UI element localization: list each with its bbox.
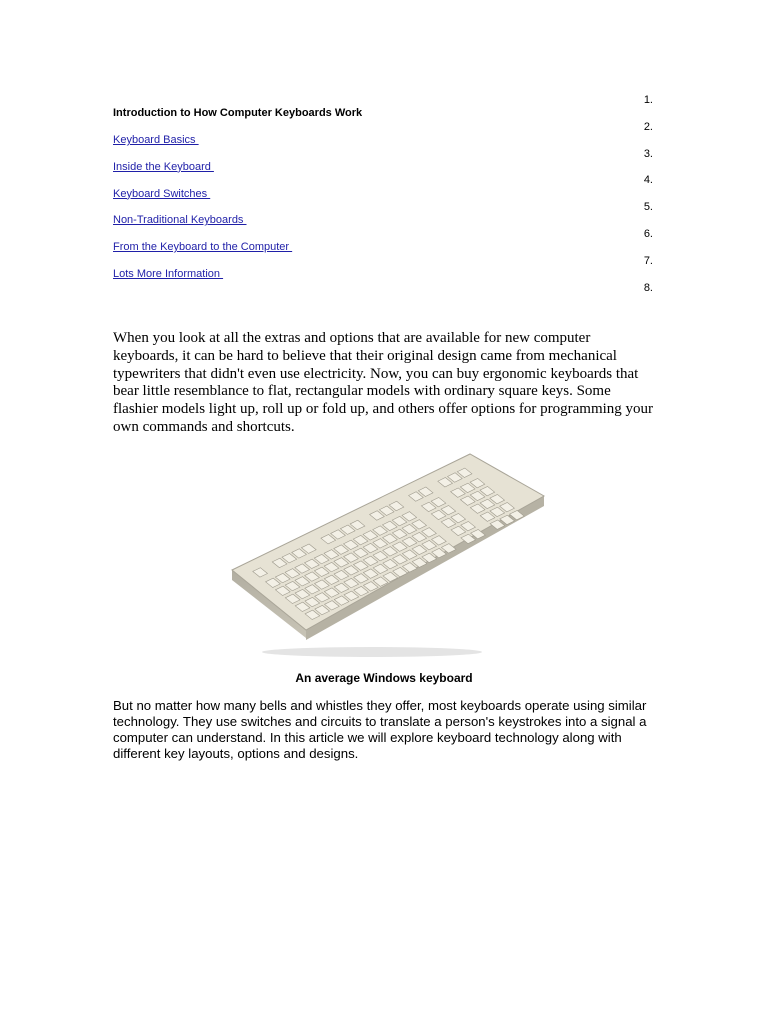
- figure-caption: An average Windows keyboard: [295, 671, 473, 685]
- toc-number: 5.: [643, 201, 653, 214]
- toc-number: 7.: [643, 254, 653, 267]
- toc-number: 8.: [643, 281, 653, 294]
- toc-number: 3.: [643, 147, 653, 160]
- toc-link-non-traditional-keyboards[interactable]: Non-Traditional Keyboards: [113, 214, 247, 227]
- toc-number-list: [633, 93, 653, 307]
- toc-link-lots-more-information[interactable]: Lots More Information: [113, 267, 224, 280]
- keyboard-figure: [222, 452, 552, 664]
- body-paragraph: But no matter how many bells and whistles they offer, most keyboards operate using similar technology. They use switches and circuits to translate a person's keystrokes into a signal a computer can understand. In this article we will explore keyboard technology along with different key layouts, options and designs.: [113, 698, 647, 761]
- toc-number: 4.: [643, 174, 653, 187]
- keyboard-image: [222, 452, 552, 664]
- toc-number: 1.: [643, 94, 653, 106]
- toc-link-keyboard-basics[interactable]: Keyboard Basics: [113, 134, 199, 146]
- toc-link-keyboard-to-computer[interactable]: From the Keyboard to the Computer: [113, 241, 293, 254]
- toc-link-inside-the-keyboard[interactable]: Inside the Keyboard: [113, 160, 214, 173]
- toc-link-list: [113, 133, 292, 294]
- toc-number: 2.: [643, 120, 653, 133]
- intro-paragraph: When you look at all the extras and options that are available for new computer keyboards, it can be hard to believe that their original design came from mechanical typewriters that didn't even use electricity. Now, you can buy ergonomic keyboards that bear little resemblance to flat, rectangular models with ordinary square keys. Some flashier models light up, roll up or fold up, and others offer options for programming your own commands and shortcuts.: [113, 330, 654, 435]
- toc-number: 6.: [643, 227, 653, 240]
- toc-link-keyboard-switches[interactable]: Keyboard Switches: [113, 187, 211, 200]
- toc-heading: Introduction to How Computer Keyboards Work: [113, 107, 363, 119]
